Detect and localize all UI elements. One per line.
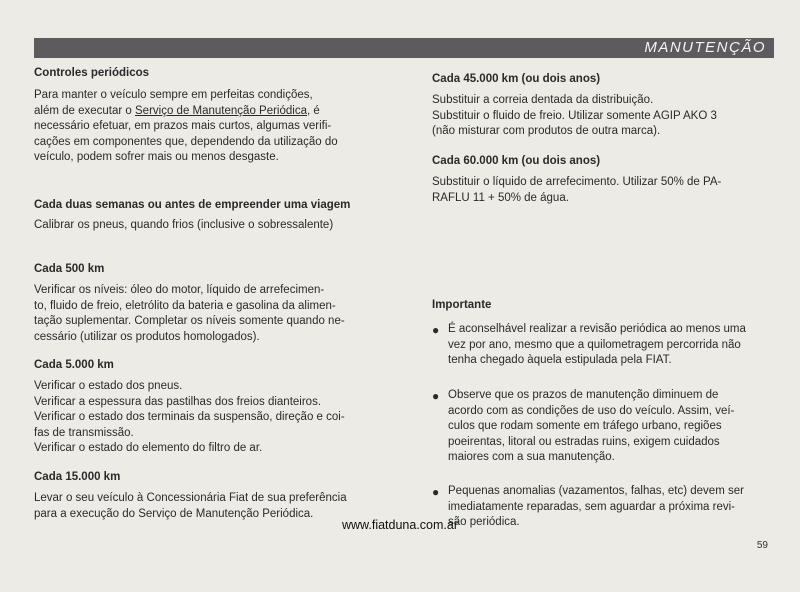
controles-line: Para manter o veículo sempre em perfeitas condições, <box>34 89 313 101</box>
km45000-line: Substituir a correia dentada da distribuição. <box>432 94 654 106</box>
bullet-line: Observe que os prazos de manutenção diminuem de <box>448 389 719 401</box>
km500-line: Verificar os níveis: óleo do motor, líquido de arrefecimen- <box>34 284 325 296</box>
km15000-heading: Cada 15.000 km <box>34 471 121 483</box>
servico-manutencao-reference: Serviço de Manutenção Periódica <box>135 104 307 117</box>
bullet-icon: ● <box>432 323 440 337</box>
km15000-line: Levar o seu veículo à Concessionária Fiat de sua preferência <box>34 492 347 504</box>
km60000-line: RAFLU 11 + 50% de água. <box>432 191 569 204</box>
km500-line: cessário (utilizar os produtos homologados). <box>34 330 260 343</box>
km60000-body <box>432 175 770 206</box>
km45000-body <box>432 93 770 140</box>
controles-line: necessário efetuar, em prazos mais curtos, algumas verifi- <box>34 120 332 132</box>
controles-line: além de executar o Serviço de Manutenção Periódica, é <box>34 104 320 117</box>
duas-semanas-body: Calibrar os pneus, quando frios (inclusive o sobressalente) <box>34 219 334 231</box>
controles-periodicos-section <box>34 66 374 166</box>
section-header-bar <box>34 38 774 58</box>
bullet-line: são periódica. <box>448 516 520 528</box>
bullet-line: acordo com as condições de uso do veículo. Assim, veí- <box>448 404 735 417</box>
importante-section <box>432 298 770 313</box>
km45000-heading: Cada 45.000 km (ou dois anos) <box>432 73 601 85</box>
website-watermark: www.fiatduna.com.ar <box>341 518 459 532</box>
bullet-line: Pequenas anomalias (vazamentos, falhas, etc) devem ser <box>448 485 744 497</box>
km5000-line: Verificar o estado dos pneus. <box>34 380 183 392</box>
km500-section <box>34 262 374 345</box>
km45000-line: (não misturar com produtos de outra marca). <box>432 125 661 137</box>
km45000-section <box>432 72 770 140</box>
importante-bullet <box>432 388 770 466</box>
km5000-line: Verificar o estado dos terminais da suspensão, direção e coi- <box>34 411 345 423</box>
km5000-line: fas de transmissão. <box>34 426 134 439</box>
bullet-icon: ● <box>432 389 440 403</box>
km5000-section <box>34 358 374 457</box>
km5000-body <box>34 379 374 457</box>
km5000-line: Verificar a espessura das pastilhas dos freios dianteiros. <box>34 395 322 408</box>
km500-line: tação suplementar. Completar os níveis somente quando ne- <box>34 315 345 327</box>
km500-heading: Cada 500 km <box>34 263 105 275</box>
duas-semanas-section <box>34 198 374 234</box>
bullet-line: É aconselhável realizar a revisão periódica ao menos uma <box>448 323 746 335</box>
km5000-heading: Cada 5.000 km <box>34 359 114 371</box>
bullet-line: vez por ano, mesmo que a quilometragem percorrida não <box>448 338 741 351</box>
controles-line: veículo, podem sofrer mais ou menos desgaste. <box>34 151 279 163</box>
bullet-icon: ● <box>432 485 440 499</box>
km60000-section <box>432 154 770 206</box>
section-title: MANUTENÇÃO <box>644 39 766 56</box>
bullet-line: imediatamente reparadas, sem aguardar a próxima revi- <box>448 500 735 513</box>
bullet-line: culos que rodam somente em tráfego urbano, regiões <box>448 420 722 432</box>
km45000-line: Substituir o fluido de freio. Utilizar somente AGIP AKO 3 <box>432 109 717 122</box>
importante-bullet <box>432 322 770 369</box>
page-number: 59 <box>756 540 768 551</box>
controles-line: cações em componentes que, dependendo da utilização do <box>34 135 338 148</box>
bullet-line: tenha chegado àquela estipulada pela FIAT. <box>448 354 672 366</box>
importante-heading: Importante <box>432 299 492 311</box>
bullet-line: maiores com a sua manutenção. <box>448 451 615 463</box>
controles-body <box>34 88 374 166</box>
km500-line: to, fluido de freio, eletrólito da bateria e gasolina da alimen- <box>34 299 336 312</box>
km500-body <box>34 283 374 345</box>
duas-semanas-heading: Cada duas semanas ou antes de empreender uma viagem <box>34 199 351 211</box>
km60000-heading: Cada 60.000 km (ou dois anos) <box>432 155 601 167</box>
bullet-line: poeirentas, litoral ou estradas ruins, exigem cuidados <box>448 435 720 448</box>
km60000-line: Substituir o líquido de arrefecimento. Utilizar 50% de PA- <box>432 176 722 188</box>
km15000-section <box>34 470 374 522</box>
controles-heading: Controles periódicos <box>34 67 150 79</box>
km15000-line: para a execução do Serviço de Manutenção Periódica. <box>34 507 314 520</box>
km5000-line: Verificar o estado do elemento do filtro de ar. <box>34 442 263 454</box>
